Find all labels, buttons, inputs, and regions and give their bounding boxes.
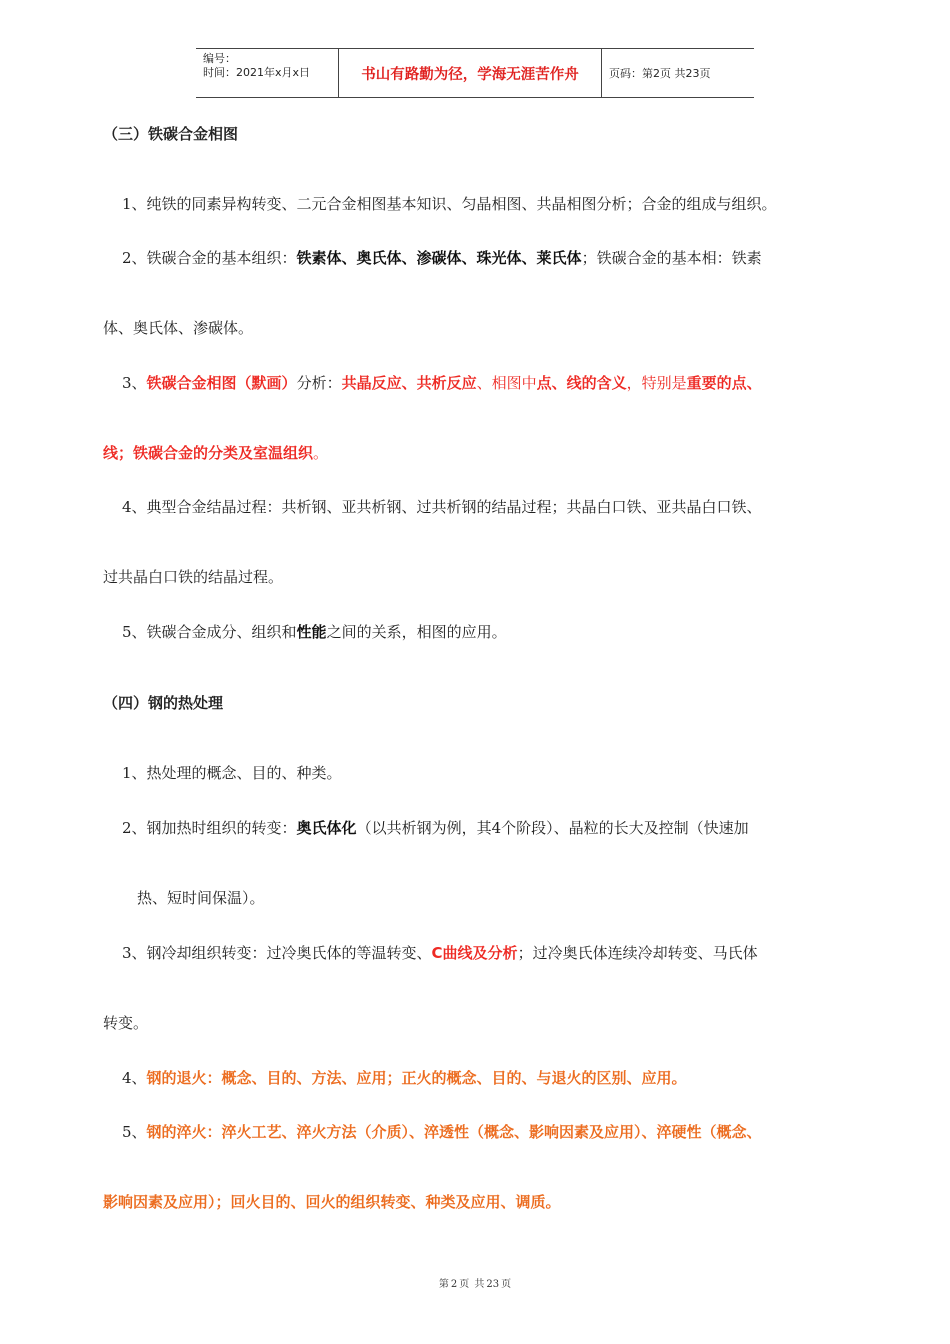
item2-suffix: ；铁碳合金的基本相：铁素 [581, 249, 762, 267]
page-footer [0, 1275, 950, 1290]
section3-item4-cont: 过共晶白口铁的结晶过程。 [103, 568, 284, 586]
s4-item2-suffix: （以共析钢为例，其4个阶段）、晶粒的长大及控制（快速加 [356, 819, 749, 837]
section4-item2 [122, 818, 749, 838]
footer-total: 23 [486, 1279, 500, 1290]
s4-item3-prefix: 3、钢冷却组织转变：过冷奥氏体的等温转变、 [122, 944, 432, 962]
section3-item2-cont: 体、奥氏体、渗碳体。 [103, 319, 254, 337]
item3-p3: 共晶反应、共析反应 [341, 374, 477, 392]
item3-p1: 铁碳合金相图（默画） [146, 374, 297, 392]
section3-item5 [122, 622, 507, 642]
time-label: 时间：2021年x月x日 [203, 66, 311, 79]
section4-item3 [122, 943, 758, 963]
section3-item3-cont [103, 443, 328, 463]
item3-p6: ，特别是 [626, 374, 687, 392]
section4-item1: 1、热处理的概念、目的、种类。 [122, 764, 342, 782]
section3-item4: 4、典型合金结晶过程：共析钢、亚共析钢、过共析钢的结晶过程；共晶白口铁、亚共晶白口铁、 [122, 498, 762, 516]
s4-item4-text: 钢的退火：概念、目的、方法、应用；正火的概念、目的、与退火的区别、应用。 [146, 1069, 687, 1087]
section4-item4 [122, 1068, 687, 1088]
number-label: 编号： [203, 52, 236, 65]
document-header [196, 48, 754, 98]
item3-p2: 分析： [296, 374, 342, 392]
item3-p7: 重要的点、 [686, 374, 762, 392]
item2-bold: 铁素体、奥氏体、渗碳体、珠光体、莱氏体 [296, 249, 582, 267]
footer-p3: 共 [474, 1279, 485, 1290]
footer-page: 2 [450, 1279, 458, 1290]
section4-item5 [122, 1122, 762, 1142]
section4-item3-cont: 转变。 [103, 1014, 149, 1032]
section3-item2 [122, 248, 762, 268]
item3-cont2: 。 [313, 444, 329, 462]
header-page-code: 页码：第2页 共23页 [609, 67, 711, 80]
item3-p4: 、相图中 [476, 374, 537, 392]
s4-item3-red: C曲线及分析 [431, 944, 518, 962]
s4-item2-prefix: 2、钢加热时组织的转变： [122, 819, 297, 837]
item3-cont1: 线；铁碳合金的分类及室温组织 [103, 444, 314, 462]
section3-heading: （三）铁碳合金相图 [103, 125, 239, 143]
section4-item5-cont: 影响因素及应用）；回火目的、回火的组织转变、种类及应用、调质。 [103, 1193, 561, 1211]
section3-item1: 1、纯铁的同素异构转变、二元合金相图基本知识、匀晶相图、共晶相图分析；合金的组成与组织。 [122, 195, 777, 213]
s4-item4-num: 4、 [122, 1069, 147, 1087]
footer-p1: 第 [438, 1279, 449, 1290]
item2-prefix: 2、铁碳合金的基本组织： [122, 249, 297, 267]
item3-num: 3、 [122, 374, 147, 392]
section3-item3 [122, 373, 762, 393]
section4-item2-cont: 热、短时间保温）。 [137, 889, 265, 907]
item5-suffix: 之间的关系，相图的应用。 [326, 623, 507, 641]
s4-item5-text: 钢的淬火：淬火工艺、淬火方法（介质）、淬透性（概念、影响因素及应用）、淬硬性（概念、 [146, 1123, 762, 1141]
footer-p2: 页 [459, 1279, 470, 1290]
s4-item5-num: 5、 [122, 1123, 147, 1141]
section4-heading: （四）钢的热处理 [103, 694, 224, 712]
item3-p5: 点、线的含义 [536, 374, 627, 392]
footer-p4: 页 [501, 1279, 512, 1290]
header-motto: 书山有路勤为径，学海无涯苦作舟 [339, 49, 602, 97]
s4-item3-suffix: ；过冷奥氏体连续冷却转变、马氏体 [517, 944, 758, 962]
header-meta-cell [196, 49, 339, 97]
item5-prefix: 5、铁碳合金成分、组织和 [122, 623, 297, 641]
s4-item2-bold: 奥氏体化 [296, 819, 357, 837]
item5-bold: 性能 [296, 623, 327, 641]
